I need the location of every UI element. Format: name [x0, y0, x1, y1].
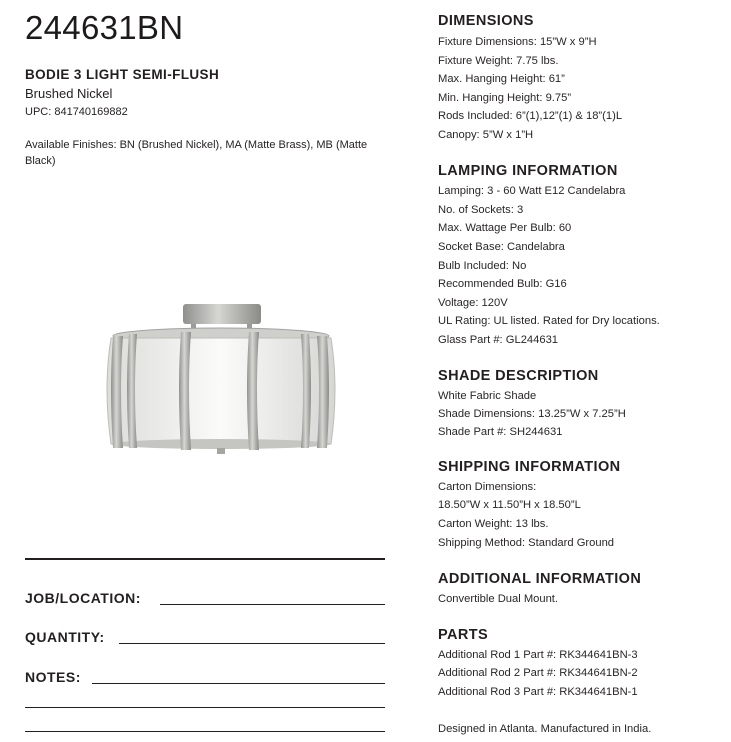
spec-row: Lamping: 3 - 60 Watt E12 Candelabra [438, 185, 626, 197]
spec-row: Additional Rod 3 Part #: RK344641BN-1 [438, 686, 638, 698]
spec-row: Carton Weight: 13 lbs. [438, 518, 549, 530]
available-finishes: Available Finishes: BN (Brushed Nickel), MA (Matte Brass), MB (Matte Black) [25, 139, 368, 167]
spec-row: Shade Part #: SH244631 [438, 426, 563, 438]
spec-row: White Fabric Shade [438, 390, 537, 402]
spec-row: Fixture Dimensions: 15”W x 9”H [438, 36, 597, 48]
spec-row: Socket Base: Candelabra [438, 241, 565, 253]
spec-row: Bulb Included: No [438, 260, 527, 272]
spec-row: Shade Dimensions: 13.25”W x 7.25”H [438, 408, 626, 420]
quantity-field[interactable] [119, 643, 385, 644]
spec-row: Carton Dimensions: [438, 481, 537, 493]
right-column [438, 0, 728, 742]
additional-heading: ADDITIONAL INFORMATION [438, 571, 642, 587]
spec-row: Max. Wattage Per Bulb: 60 [438, 222, 572, 234]
spec-row: Shipping Method: Standard Ground [438, 537, 615, 549]
spec-row: Additional Rod 2 Part #: RK344641BN-2 [438, 667, 638, 679]
job-location-label: JOB/LOCATION: [25, 590, 141, 606]
spec-row: Additional Rod 1 Part #: RK344641BN-3 [438, 649, 638, 661]
spec-row: Max. Hanging Height: 61” [438, 73, 565, 85]
spec-row: 18.50”W x 11.50”H x 18.50”L [438, 499, 581, 511]
fabric-shade [107, 338, 335, 444]
lamping-heading: LAMPING INFORMATION [438, 163, 618, 179]
left-column [25, 0, 385, 742]
dimensions-heading: DIMENSIONS [438, 13, 534, 29]
parts-heading: PARTS [438, 627, 489, 643]
spec-row: Min. Hanging Height: 9.75” [438, 92, 572, 104]
form-divider [25, 558, 385, 560]
product-finish: Brushed Nickel [25, 86, 113, 101]
notes-field[interactable] [92, 683, 385, 684]
canopy [183, 304, 261, 324]
product-sku: 244631BN [25, 9, 184, 46]
spec-row: Rods Included: 6”(1),12”(1) & 18”(1)L [438, 110, 623, 122]
spec-row: Recommended Bulb: G16 [438, 278, 567, 290]
notes-line-3[interactable] [25, 731, 385, 732]
shipping-heading: SHIPPING INFORMATION [438, 459, 621, 475]
job-location-field[interactable] [160, 604, 385, 605]
product-upc: UPC: 841740169882 [25, 106, 128, 118]
spec-row: Fixture Weight: 7.75 lbs. [438, 55, 559, 67]
product-image [73, 296, 373, 466]
product-name: BODIE 3 LIGHT SEMI-FLUSH [25, 67, 220, 82]
shade-heading: SHADE DESCRIPTION [438, 368, 599, 384]
spec-row: Glass Part #: GL244631 [438, 334, 559, 346]
notes-label: NOTES: [25, 669, 81, 685]
spec-row: Voltage: 120V [438, 297, 508, 309]
spec-row: Canopy: 5”W x 1”H [438, 129, 534, 141]
spec-row: Convertible Dual Mount. [438, 593, 559, 605]
footer-note: Designed in Atlanta. Manufactured in India. [438, 723, 652, 735]
notes-line-2[interactable] [25, 707, 385, 708]
quantity-label: QUANTITY: [25, 629, 105, 645]
spec-row: UL Rating: UL listed. Rated for Dry locations. [438, 315, 660, 327]
spec-row: No. of Sockets: 3 [438, 204, 524, 216]
